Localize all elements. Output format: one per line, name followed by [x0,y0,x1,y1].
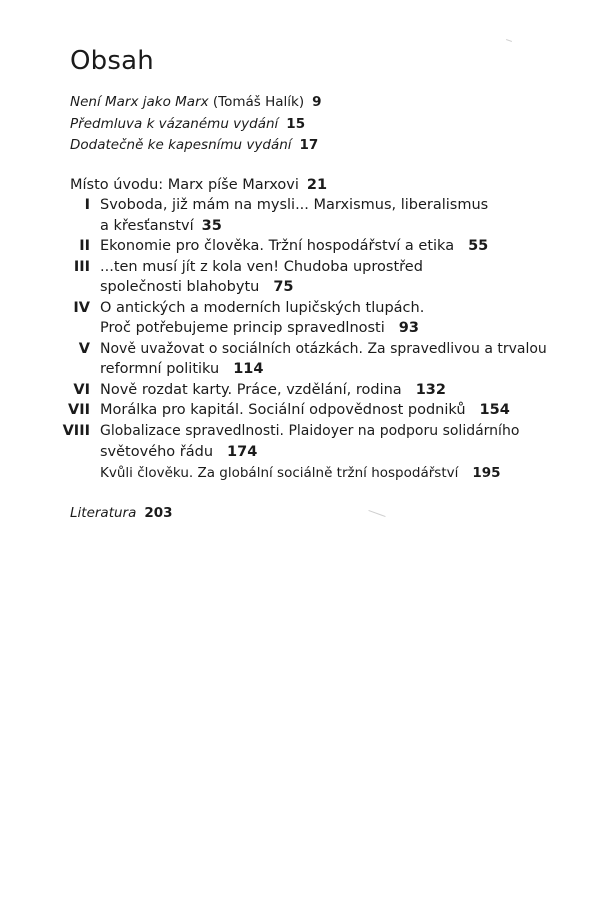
chapter-1-line-2 [100,216,222,236]
entry-page: 21 [306,177,328,193]
chapter-3-line-2 [100,277,294,297]
chapter-number: III [73,259,90,275]
chapter-number: I [84,197,90,213]
entry-page: 114 [233,361,264,377]
entry-page: 132 [415,382,446,398]
entry-title: Místo úvodu: Marx píše Marxovi [70,177,299,193]
toc-entry-literature [70,503,173,523]
paper-mark [368,510,385,517]
toc-entry-preface-halik [70,92,322,112]
entry-page: 203 [144,505,173,521]
chapter-number: VII [67,402,90,418]
toc-entry-preface-hardcover [70,114,305,134]
entry-page: 195 [472,465,501,481]
entry-title: Nově rozdat karty. Práce, vzdělání, rodina [100,382,402,398]
toc-entry-preface-paperback [70,135,318,155]
chapter-5-line-2 [100,359,263,379]
toc-entry-intro [70,175,327,195]
entry-page: 9 [312,94,322,110]
chapter-4-line-2 [100,318,419,338]
chapter-1-line-1: Svoboda, již mám na mysli... Marxismus, liberalismus [100,197,489,213]
chapter-2-line-1 [100,236,488,256]
entry-page: 75 [273,279,294,295]
entry-title: Morálka pro kapitál. Sociální odpovědnost podniků [100,402,466,418]
entry-title: Proč potřebujeme princip spravedlnosti [100,320,385,336]
chapter-number: IV [73,300,90,316]
chapter-number: V [78,341,90,357]
chapter-8-line-2 [100,442,257,462]
paper-mark [506,39,512,42]
entry-page: 93 [398,320,419,336]
entry-title: Kvůli člověku. Za globální sociálně tržní hospodářství [100,465,459,481]
page-title: Obsah [70,46,154,76]
chapter-8-line-1: Globalizace spravedlnosti. Plaidoyer na podporu solidárního [100,423,520,439]
entry-title: Literatura [70,505,137,521]
chapter-4-line-1: O antických a moderních lupičských tlupách. [100,300,425,316]
chapter-number: VI [73,382,90,398]
entry-title: Předmluva k vázanému vydání [70,116,279,132]
entry-page: 174 [227,444,258,460]
chapter-3-line-1: ...ten musí jít z kola ven! Chudoba uprostřed [100,259,423,275]
entry-title: Dodatečně ke kapesnímu vydání [70,137,292,153]
entry-page: 15 [286,116,306,132]
chapter-number: II [79,238,90,254]
entry-author: (Tomáš Halík) [208,94,305,110]
entry-title: Ekonomie pro člověka. Tržní hospodářství a etika [100,238,455,254]
entry-page: 55 [468,238,489,254]
chapter-7-line-1 [100,400,510,420]
chapter-5-line-1: Nově uvažovat o sociálních otázkách. Za spravedlivou a trvalou [100,341,547,357]
entry-page: 17 [299,137,319,153]
entry-title: reformní politiku [100,361,220,377]
entry-title: světového řádu [100,444,214,460]
entry-page: 154 [479,402,510,418]
entry-title: a křesťanství [100,218,194,234]
entry-title: společnosti blahobytu [100,279,260,295]
chapter-6-line-1 [100,380,446,400]
entry-page: 35 [201,218,222,234]
toc-entry-epilogue [100,463,501,483]
chapter-number: VIII [62,423,90,439]
entry-title: Není Marx jako Marx [70,94,209,110]
